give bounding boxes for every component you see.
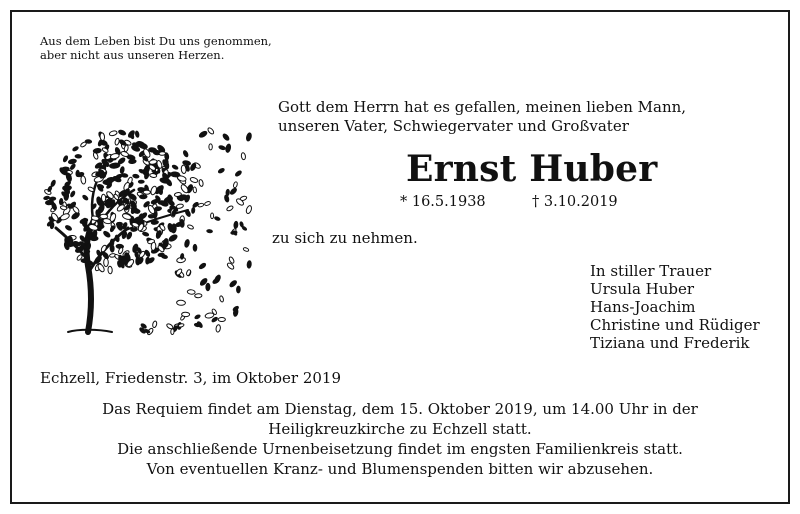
place-date: Echzell, Friedenstr. 3, im Oktober 2019: [40, 369, 342, 387]
notice-line: Heiligkreuzkirche zu Echzell statt.: [268, 420, 532, 438]
notice-line: Die anschließende Urnenbeisetzung findet im engsten Familienkreis statt.: [117, 440, 683, 458]
motto-line: aber nicht aus unseren Herzen.: [40, 48, 225, 62]
mourners-heading: In stiller Trauer: [590, 262, 712, 280]
intro-line: Gott dem Herrn hat es gefallen, meinen lieben Mann,: [278, 98, 687, 116]
mourners-block: [590, 262, 760, 352]
mourner-name: Ursula Huber: [590, 280, 695, 298]
windblown-tree-icon: [38, 110, 260, 340]
intro-text: [278, 98, 686, 136]
notice-line: Von eventuellen Kranz- und Blumenspenden bitten wir abzusehen.: [146, 460, 654, 478]
intro-line: unseren Vater, Schwiegervater und Großvater: [278, 117, 629, 135]
mourner-name: Hans-Joachim: [590, 298, 696, 316]
mourner-name: Christine und Rüdiger: [590, 316, 760, 334]
death-date: † 3.10.2019: [532, 194, 618, 210]
motto-line: Aus dem Leben bist Du uns genommen,: [40, 34, 272, 48]
notice-line: Das Requiem findet am Dienstag, dem 15. Oktober 2019, um 14.00 Uhr in der: [102, 400, 698, 418]
deceased-name: Ernst Huber: [406, 148, 658, 190]
mourner-name: Tiziana und Frederik: [590, 334, 750, 352]
birth-date: * 16.5.1938: [400, 194, 486, 210]
outro-text: zu sich zu nehmen.: [272, 229, 418, 247]
service-notice: [40, 399, 760, 479]
motto: [40, 34, 272, 62]
